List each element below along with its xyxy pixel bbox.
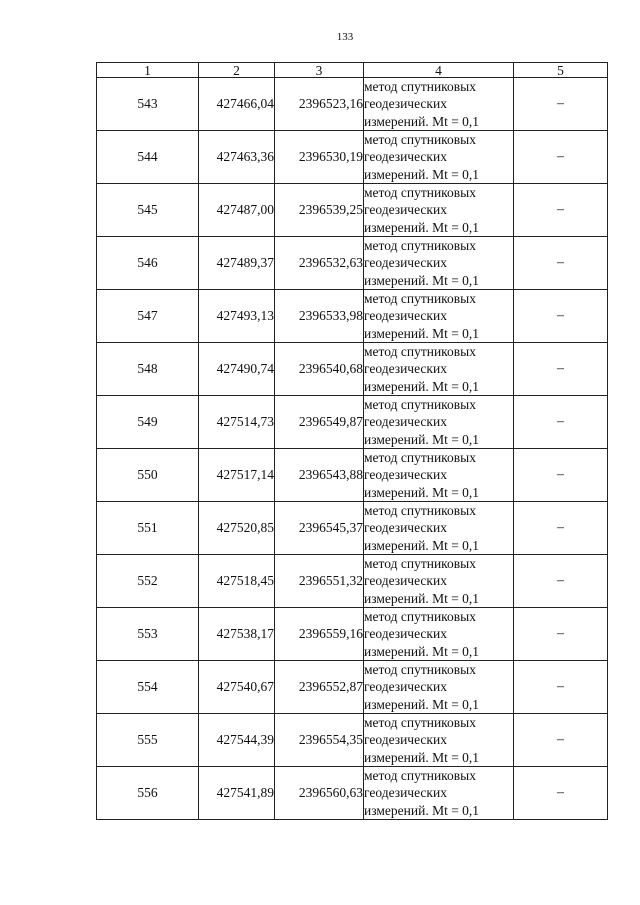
note-cell: – [514,449,608,502]
note-cell: – [514,555,608,608]
method-line: измерений. Mt = 0,1 [364,696,480,712]
method-line: геодезических [364,255,447,271]
method-line: измерений. Mt = 0,1 [364,166,480,182]
method-cell [364,290,514,343]
method-line: геодезических [364,149,447,165]
point-number-cell: 555 [97,714,199,767]
note-cell: – [514,714,608,767]
y-coordinate-cell: 2396533,98 [275,290,364,343]
method-line: геодезических [364,520,447,536]
method-cell [364,555,514,608]
method-line: метод спутниковых [364,662,476,678]
note-cell: – [514,608,608,661]
x-coordinate-cell: 427489,37 [199,237,275,290]
table-row [97,555,608,608]
table-row [97,237,608,290]
x-coordinate-cell: 427538,17 [199,608,275,661]
method-line: геодезических [364,467,447,483]
point-number-cell: 556 [97,767,199,820]
x-coordinate-cell: 427520,85 [199,502,275,555]
column-header-note: 5 [514,63,608,78]
table-body [97,78,608,820]
point-number-cell: 547 [97,290,199,343]
method-cell [364,608,514,661]
method-line: метод спутниковых [364,238,476,254]
method-line: геодезических [364,573,447,589]
y-coordinate-cell: 2396554,35 [275,714,364,767]
method-cell [364,131,514,184]
note-cell: – [514,343,608,396]
y-coordinate-cell: 2396523,16 [275,78,364,131]
method-line: метод спутниковых [364,715,476,731]
x-coordinate-cell: 427490,74 [199,343,275,396]
method-line: геодезических [364,308,447,324]
y-coordinate-cell: 2396543,88 [275,449,364,502]
method-line: геодезических [364,626,447,642]
method-cell [364,449,514,502]
y-coordinate-cell: 2396549,87 [275,396,364,449]
method-line: метод спутниковых [364,503,476,519]
method-line: измерений. Mt = 0,1 [364,484,480,500]
point-number-cell: 550 [97,449,199,502]
note-cell: – [514,131,608,184]
point-number-cell: 544 [97,131,199,184]
method-line: измерений. Mt = 0,1 [364,537,480,553]
note-cell: – [514,184,608,237]
method-cell [364,661,514,714]
method-cell [364,396,514,449]
method-line: измерений. Mt = 0,1 [364,749,480,765]
table-header-row [97,63,608,78]
method-cell [364,78,514,131]
table-row [97,661,608,714]
y-coordinate-cell: 2396540,68 [275,343,364,396]
x-coordinate-cell: 427514,73 [199,396,275,449]
method-line: геодезических [364,785,447,801]
table-row [97,343,608,396]
method-cell [364,184,514,237]
y-coordinate-cell: 2396551,32 [275,555,364,608]
page-number: 133 [336,31,354,43]
y-coordinate-cell: 2396559,16 [275,608,364,661]
method-cell [364,714,514,767]
note-cell: – [514,767,608,820]
point-number-cell: 543 [97,78,199,131]
x-coordinate-cell: 427463,36 [199,131,275,184]
method-line: измерений. Mt = 0,1 [364,431,480,447]
column-header-point-number: 1 [97,63,199,78]
table-row [97,290,608,343]
point-number-cell: 552 [97,555,199,608]
method-line: измерений. Mt = 0,1 [364,590,480,606]
method-line: геодезических [364,96,447,112]
point-number-cell: 554 [97,661,199,714]
method-line: метод спутниковых [364,185,476,201]
method-line: метод спутниковых [364,450,476,466]
note-cell: – [514,237,608,290]
method-line: метод спутниковых [364,79,476,95]
method-line: измерений. Mt = 0,1 [364,219,480,235]
method-cell [364,767,514,820]
table-row [97,396,608,449]
method-line: геодезических [364,202,447,218]
x-coordinate-cell: 427518,45 [199,555,275,608]
method-line: метод спутниковых [364,609,476,625]
x-coordinate-cell: 427517,14 [199,449,275,502]
method-line: метод спутниковых [364,344,476,360]
method-line: метод спутниковых [364,291,476,307]
column-header-x: 2 [199,63,275,78]
method-line: метод спутниковых [364,768,476,784]
y-coordinate-cell: 2396560,63 [275,767,364,820]
method-line: измерений. Mt = 0,1 [364,272,480,288]
method-line: геодезических [364,679,447,695]
method-line: геодезических [364,361,447,377]
x-coordinate-cell: 427487,00 [199,184,275,237]
table-row [97,184,608,237]
x-coordinate-cell: 427544,39 [199,714,275,767]
y-coordinate-cell: 2396539,25 [275,184,364,237]
method-line: измерений. Mt = 0,1 [364,113,480,129]
table-row [97,767,608,820]
table-row [97,714,608,767]
x-coordinate-cell: 427493,13 [199,290,275,343]
point-number-cell: 546 [97,237,199,290]
table-row [97,449,608,502]
method-line: измерений. Mt = 0,1 [364,802,480,818]
method-cell [364,502,514,555]
y-coordinate-cell: 2396552,87 [275,661,364,714]
method-line: геодезических [364,414,447,430]
method-cell [364,237,514,290]
point-number-cell: 553 [97,608,199,661]
point-number-cell: 549 [97,396,199,449]
y-coordinate-cell: 2396530,19 [275,131,364,184]
x-coordinate-cell: 427541,89 [199,767,275,820]
method-cell [364,343,514,396]
x-coordinate-cell: 427540,67 [199,661,275,714]
note-cell: – [514,396,608,449]
table-row [97,78,608,131]
note-cell: – [514,661,608,714]
y-coordinate-cell: 2396545,37 [275,502,364,555]
method-line: измерений. Mt = 0,1 [364,325,480,341]
method-line: геодезических [364,732,447,748]
table-row [97,608,608,661]
column-header-y: 3 [275,63,364,78]
point-number-cell: 545 [97,184,199,237]
method-line: метод спутниковых [364,132,476,148]
point-number-cell: 548 [97,343,199,396]
note-cell: – [514,78,608,131]
table-row [97,131,608,184]
y-coordinate-cell: 2396532,63 [275,237,364,290]
note-cell: – [514,502,608,555]
coordinates-table [96,62,608,820]
column-header-method: 4 [364,63,514,78]
note-cell: – [514,290,608,343]
method-line: метод спутниковых [364,397,476,413]
point-number-cell: 551 [97,502,199,555]
x-coordinate-cell: 427466,04 [199,78,275,131]
table-row [97,502,608,555]
method-line: метод спутниковых [364,556,476,572]
method-line: измерений. Mt = 0,1 [364,378,480,394]
method-line: измерений. Mt = 0,1 [364,643,480,659]
